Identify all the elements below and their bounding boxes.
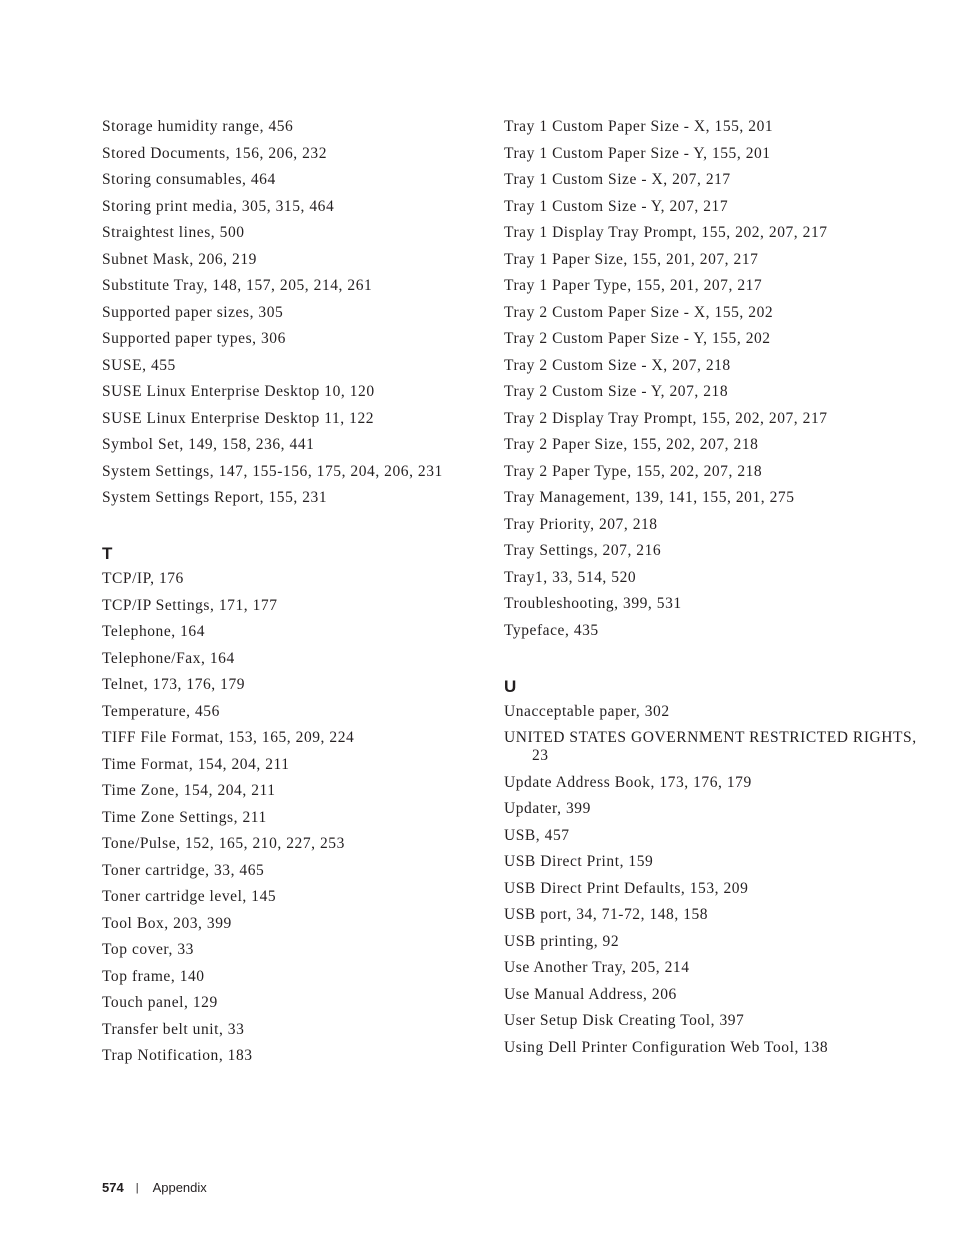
index-entry: Transfer belt unit, 33	[102, 1020, 245, 1038]
index-entry: Straightest lines, 500	[102, 224, 245, 241]
index-entry: Tray 2 Custom Size - X, 207, 218	[504, 356, 731, 374]
index-entry: Use Manual Address, 206	[504, 985, 677, 1003]
index-entry: Telnet, 173, 176, 179	[102, 676, 246, 693]
index-entry: UNITED STATES GOVERNMENT RESTRICTED RIGHTS, 23	[504, 729, 917, 764]
index-entry: USB printing, 92	[504, 932, 620, 950]
index-entry: Time Zone Settings, 211	[102, 808, 267, 826]
index-entry: Unacceptable paper, 302	[504, 702, 670, 720]
index-entry: Tray 1 Paper Size, 155, 201, 207, 217	[504, 250, 759, 268]
index-entry: Tray 2 Custom Paper Size - X, 155, 202	[504, 303, 774, 321]
index-entry: Trap Notification, 183	[102, 1047, 253, 1064]
index-entry: Stored Documents, 156, 206, 232	[102, 144, 327, 162]
index-entry: Toner cartridge, 33, 465	[102, 861, 265, 879]
index-entry: Updater, 399	[504, 800, 591, 817]
index-entry: Top frame, 140	[102, 967, 205, 985]
index-entry: TIFF File Format, 153, 165, 209, 224	[102, 729, 355, 746]
index-entry: Tray Settings, 207, 216	[504, 542, 662, 559]
index-entry: Tray1, 33, 514, 520	[504, 568, 637, 586]
index-entry: Tool Box, 203, 399	[102, 914, 232, 932]
index-entry: USB Direct Print, 159	[504, 853, 654, 870]
index-entry: TCP/IP, 176	[102, 570, 184, 587]
index-entry: Time Zone, 154, 204, 211	[102, 782, 276, 799]
index-entry: Typeface, 435	[504, 621, 599, 639]
index-entry: Using Dell Printer Configuration Web Tool, 138	[504, 1038, 829, 1056]
index-entry: Temperature, 456	[102, 702, 220, 720]
index-entry: Tray 2 Custom Size - Y, 207, 218	[504, 383, 729, 400]
index-entry: Tray 1 Custom Size - Y, 207, 217	[504, 197, 729, 215]
index-entry: USB, 457	[504, 826, 570, 844]
index-entry: Substitute Tray, 148, 157, 205, 214, 261	[102, 277, 373, 294]
index-group-t	[102, 570, 462, 1065]
index-entry: Tray 2 Display Tray Prompt, 155, 202, 207, 217	[504, 409, 828, 427]
index-group-u	[504, 703, 924, 1057]
index-entry: TCP/IP Settings, 171, 177	[102, 596, 278, 614]
index-entry: SUSE, 455	[102, 356, 176, 374]
index-entry: Storage humidity range, 456	[102, 118, 294, 135]
index-group-s	[102, 118, 462, 507]
index-entry: Tray 1 Paper Type, 155, 201, 207, 217	[504, 277, 763, 294]
index-entry: Touch panel, 129	[102, 994, 218, 1011]
index-entry: System Settings, 147, 155-156, 175, 204, 206, 231	[102, 462, 443, 480]
index-entry: Top cover, 33	[102, 941, 194, 958]
index-entry: Toner cartridge level, 145	[102, 888, 277, 905]
index-entry: Tray 1 Display Tray Prompt, 155, 202, 207, 217	[504, 224, 828, 241]
index-group-t-continued	[504, 118, 924, 640]
index-entry: Time Format, 154, 204, 211	[102, 755, 290, 773]
index-entry: Tray 1 Custom Paper Size - X, 155, 201	[504, 118, 774, 135]
index-entry: Tone/Pulse, 152, 165, 210, 227, 253	[102, 835, 345, 852]
index-entry: Supported paper sizes, 305	[102, 303, 284, 321]
index-column-left	[102, 118, 462, 1074]
index-entry: Tray Priority, 207, 218	[504, 515, 658, 533]
index-entry: Tray 2 Paper Type, 155, 202, 207, 218	[504, 462, 763, 480]
index-entry: Tray 1 Custom Paper Size - Y, 155, 201	[504, 144, 771, 162]
section-heading-u: U	[504, 676, 517, 696]
footer-section-title: Appendix	[152, 1180, 207, 1195]
footer-separator: |	[135, 1181, 139, 1194]
index-entry: Telephone, 164	[102, 623, 206, 640]
index-entry: Tray 2 Paper Size, 155, 202, 207, 218	[504, 436, 759, 453]
index-entry: SUSE Linux Enterprise Desktop 10, 120	[102, 383, 375, 400]
index-entry: Symbol Set, 149, 158, 236, 441	[102, 436, 315, 453]
index-entry: Use Another Tray, 205, 214	[504, 959, 690, 976]
index-entry: SUSE Linux Enterprise Desktop 11, 122	[102, 409, 375, 427]
page-footer	[102, 1180, 207, 1195]
index-entry: Tray 2 Custom Paper Size - Y, 155, 202	[504, 330, 771, 347]
index-entry: USB Direct Print Defaults, 153, 209	[504, 879, 749, 897]
index-entry: User Setup Disk Creating Tool, 397	[504, 1012, 745, 1029]
index-entry: Storing print media, 305, 315, 464	[102, 197, 335, 215]
index-entry: Tray Management, 139, 141, 155, 201, 275	[504, 489, 795, 506]
index-entry: Subnet Mask, 206, 219	[102, 250, 257, 268]
index-entry: System Settings Report, 155, 231	[102, 489, 328, 506]
index-entry: Telephone/Fax, 164	[102, 649, 235, 667]
index-entry: Tray 1 Custom Size - X, 207, 217	[504, 171, 731, 188]
index-entry: Supported paper types, 306	[102, 330, 286, 347]
index-column-right	[504, 118, 924, 1065]
index-entry: USB port, 34, 71-72, 148, 158	[504, 906, 709, 923]
index-entry: Storing consumables, 464	[102, 171, 276, 188]
page-number: 574	[102, 1180, 124, 1195]
section-heading-t: T	[102, 544, 113, 563]
index-entry: Update Address Book, 173, 176, 179	[504, 773, 752, 791]
index-entry: Troubleshooting, 399, 531	[504, 595, 682, 612]
